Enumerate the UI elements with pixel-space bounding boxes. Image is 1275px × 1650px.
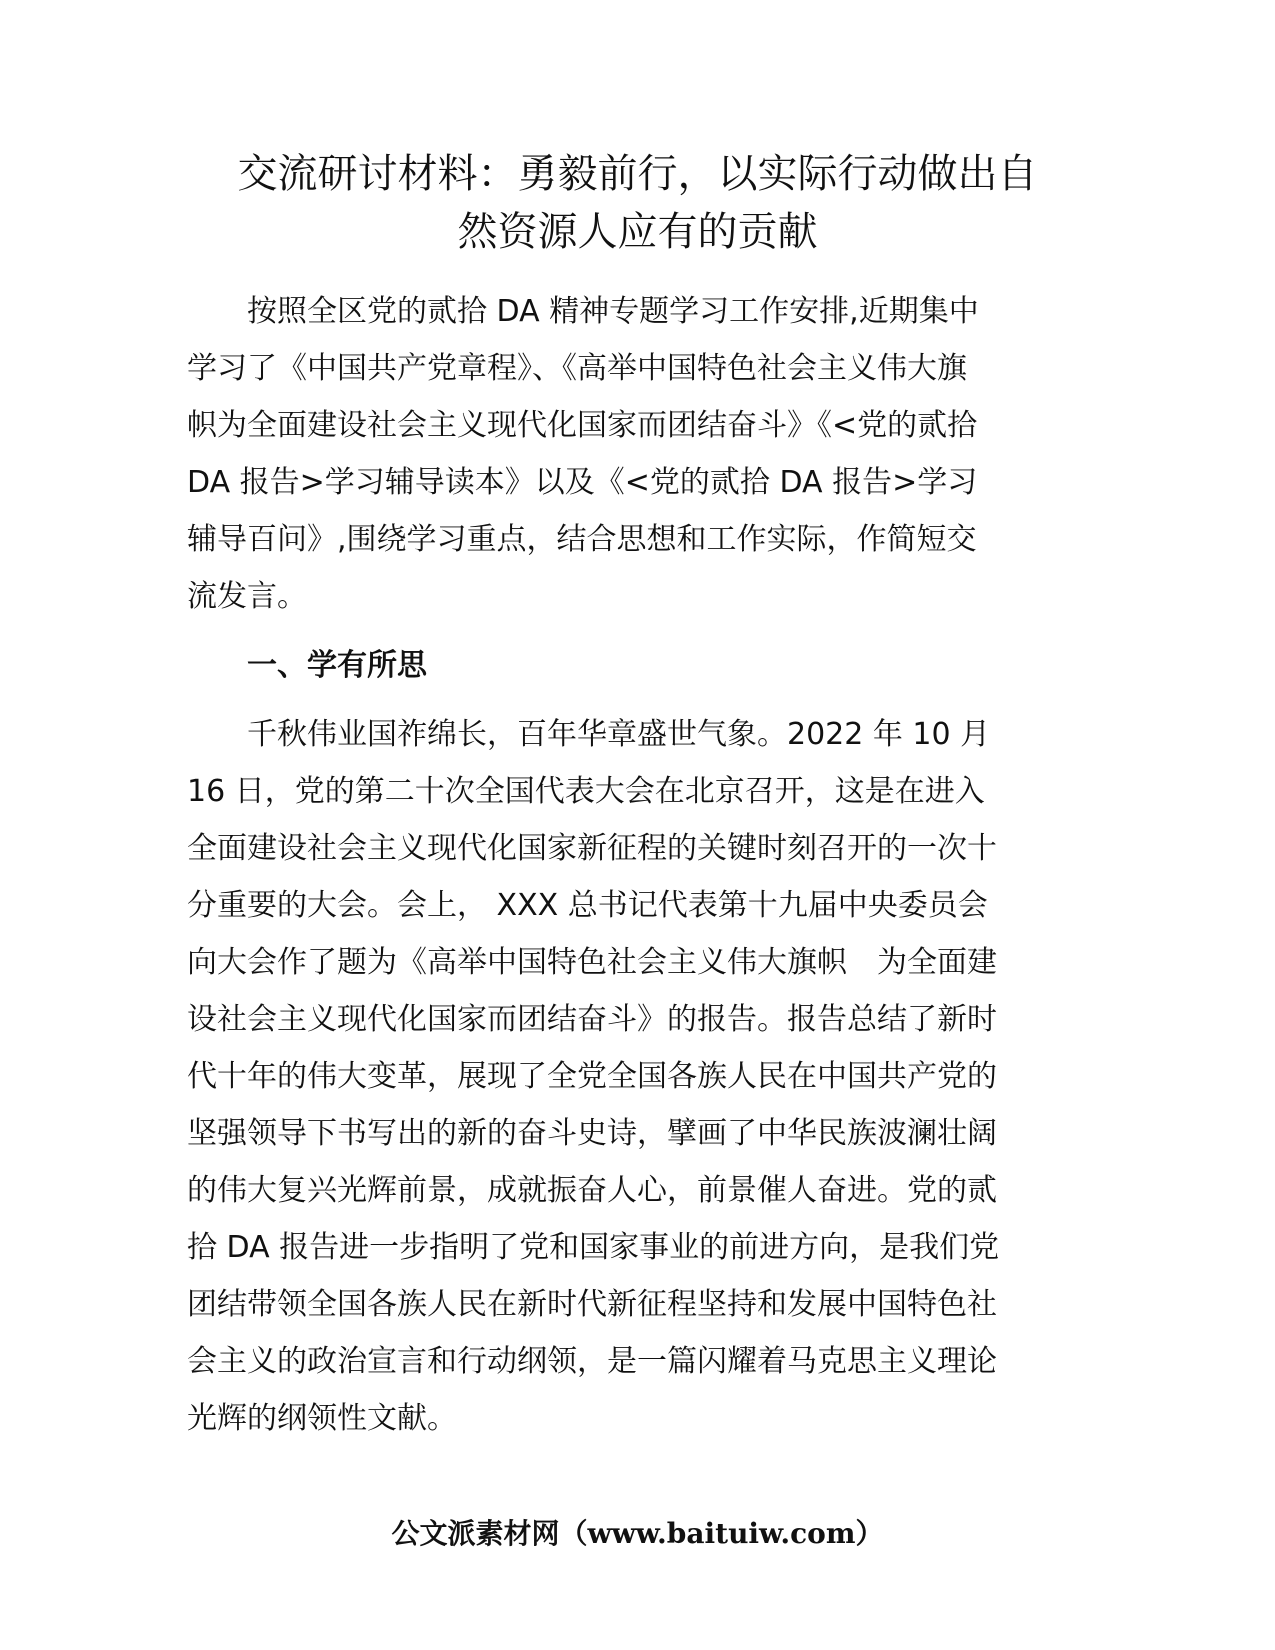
section-paragraph: 千秋伟业国祚绵长，百年华章盛世气象。2022 年 10 月 16 日，党的第二十次全国代表大会在北京召开，这是在进入 全面建设社会主义现代化国家新征程的关键时刻召开的一次十 分重要的大会。会上， XXX 总书记代表第十九届中央委员会 向大会作了题为《高举中国特色社会主义伟大旗帜 为全面建 设社会主义现代化国家而团结奋斗》的报告。报告总结了新时 代十年的伟大变革，展现了全党全国各族人民在中国共产党的 坚强领导下书写出的新的奋斗史诗，擘画了中华民族波澜壮阔 的伟大复兴光辉前景，成就振奋人心，前景催人奋进。党的贰 拾 DA 报告进一步指明了党和国家事业的前进方向，是我们党 团结带领全国各族人民在新时代新征程坚持和发展中国特色社 会主义的政治宣言和行动纲领，是一篇闪耀着马克思主义理论 光辉的纲领性文献。 bbox=[187, 717, 1000, 1436]
section-heading: 一、学有所思 bbox=[247, 648, 427, 683]
title-line-2: 然资源人应有的贡献 bbox=[457, 209, 818, 255]
intro-paragraph: 按照全区党的贰拾 DA 精神专题学习工作安排,近期集中 学习了《中国共产党章程》、《高举中国特色社会主义伟大旗 帜为全面建设社会主义现代化国家而团结奋斗》《<党的贰拾 DA 报告>学习辅导读本》以及《<党的贰拾 DA 报告>学习 辅导百问》,围绕学习重点，结合思想和工作实际，作简短交 流发言。 bbox=[187, 294, 979, 614]
footer-watermark: 公文派素材网（www.baituiw.com） bbox=[391, 1517, 884, 1550]
title-line-1: 交流研讨材料：勇毅前行，以实际行动做出自 bbox=[237, 151, 1038, 197]
document-body bbox=[187, 283, 1087, 1447]
document-title bbox=[150, 145, 1125, 261]
